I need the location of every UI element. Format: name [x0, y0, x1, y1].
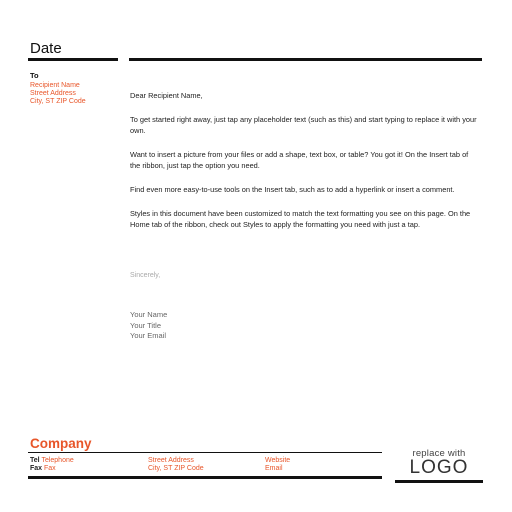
logo-placeholder[interactable] — [395, 448, 483, 483]
body-paragraph[interactable]: To get started right away, just tap any placeholder text (such as this) and start typing to replace it with your own. — [130, 115, 477, 135]
body-paragraph[interactable]: Find even more easy-to-use tools on the Insert tab, such as to add a hyperlink or insert a comment. — [130, 185, 455, 194]
letter-body — [130, 90, 480, 243]
fax-value[interactable]: Fax — [44, 465, 56, 472]
header-rule-left — [28, 58, 118, 61]
sender-email[interactable]: Your Email — [130, 331, 166, 340]
tel-value[interactable]: Telephone — [41, 457, 74, 464]
date-heading: Date — [30, 40, 62, 57]
body-paragraph[interactable]: Want to insert a picture from your files or add a shape, text box, or table? You got it! On the Insert tab of the ribbon, just tap the option you need. — [130, 150, 469, 170]
footer-city[interactable]: City, ST ZIP Code — [148, 465, 204, 472]
sender-block — [130, 310, 167, 342]
footer-website[interactable]: Website — [265, 457, 291, 464]
sender-name[interactable]: Your Name — [130, 310, 168, 319]
footer-web — [265, 457, 290, 473]
logo-rule — [395, 480, 483, 483]
tel-label: Tel — [30, 457, 40, 464]
footer-street[interactable]: Street Address — [148, 457, 194, 464]
footer-contact-phone — [30, 457, 74, 473]
recipient-name[interactable]: Recipient Name — [30, 82, 80, 89]
footer-bottom-rule — [28, 476, 382, 479]
salutation[interactable]: Dear Recipient Name, — [130, 91, 203, 100]
logo-text: LOGO — [409, 457, 469, 478]
footer-rule — [28, 452, 382, 453]
to-label: To — [30, 71, 39, 80]
footer-email[interactable]: Email — [265, 465, 283, 472]
recipient-city[interactable]: City, ST ZIP Code — [30, 98, 86, 105]
company-name[interactable]: Company — [30, 436, 92, 451]
fax-label: Fax — [30, 465, 43, 472]
closing[interactable]: Sincerely, — [130, 272, 161, 279]
header-rule-right — [129, 58, 482, 61]
recipient-address-block — [30, 82, 86, 106]
recipient-street[interactable]: Street Address — [30, 90, 76, 97]
sender-title[interactable]: Your Title — [130, 320, 161, 330]
body-paragraph[interactable]: Styles in this document have been customized to match the text formatting you see on this page. On the Home tab of the ribbon, check out Styles to apply the formatting you need with just a tap. — [130, 209, 471, 229]
footer-address — [148, 457, 204, 473]
logo-caption: replace with — [412, 448, 466, 459]
